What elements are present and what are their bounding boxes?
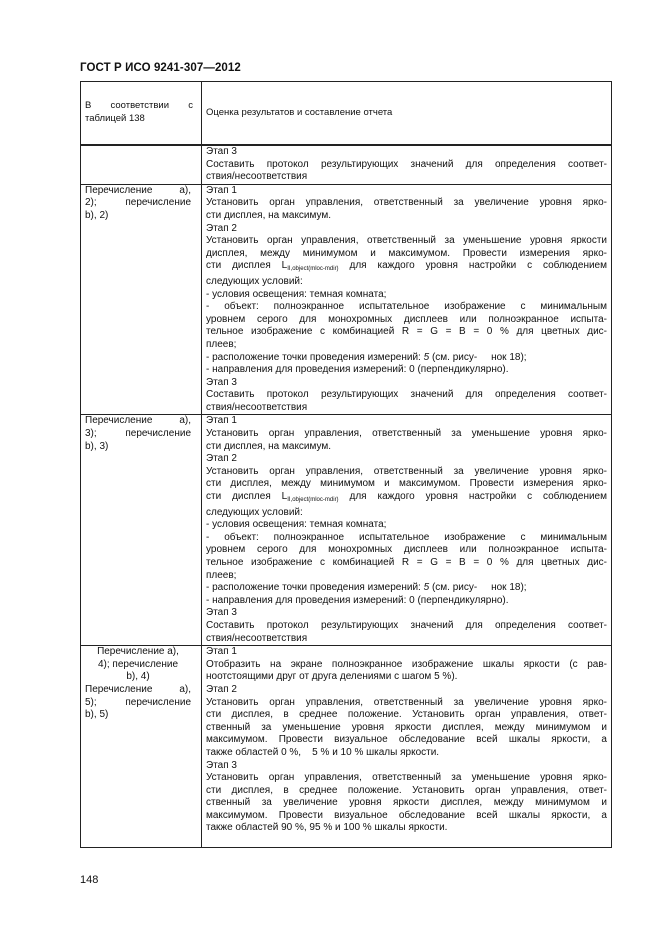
- text-line: ствия/несоответствия: [206, 171, 308, 183]
- ref-line: Перечисление а),: [85, 184, 191, 196]
- stage-label: Этап 2: [206, 222, 237, 234]
- text-line: уровнем серого для монохромных дисплеев или полноэкранное испыта-: [206, 544, 607, 556]
- stage-label: Этап 1: [206, 415, 237, 427]
- col2-header-cell: Оценка результатов и составление отчета: [202, 82, 612, 146]
- text-line: ственный за увеличение уровня яркости дисплея, между минимумом и: [206, 797, 607, 809]
- content-cell: [202, 145, 612, 184]
- text-line: Составить протокол результирующих значений для определения соответ-: [206, 389, 607, 401]
- text-line: ствия/несоответствия: [206, 401, 308, 413]
- text-line: следующих условий:: [206, 506, 303, 518]
- ref-cell: [81, 415, 202, 646]
- stage-label: Этап 2: [206, 453, 237, 465]
- text-line: тельное изображение с комбинацией R = G = B = 0 % для цветных дис-: [206, 557, 607, 568]
- text-line: сти дисплея, на максимум.: [206, 440, 332, 452]
- table-row: [81, 145, 612, 184]
- text-line-location: [206, 582, 607, 595]
- col1-header-cell: [81, 82, 202, 146]
- table-row: [81, 184, 612, 415]
- text-line-formula: [206, 491, 607, 507]
- text-line: - объект: полноэкранное испытательное изображение с минимальным: [206, 531, 607, 543]
- ref-line: 5); перечисление: [85, 696, 191, 708]
- text-line: Установить орган управления, ответственный за уменьшение уровня яркости: [206, 235, 607, 247]
- ref-line: Перечисление а),: [97, 646, 179, 658]
- table-row: [81, 646, 612, 848]
- formula-prefix: сти дисплея L: [206, 491, 288, 503]
- table-header-row: [81, 82, 612, 146]
- text-line: также областей 90 %, 95 % и 100 % шкалы яркости.: [206, 822, 448, 834]
- text-line: Составить протокол результирующих значений для определения соответ-: [206, 619, 607, 631]
- formula-prefix: сти дисплея L: [206, 260, 288, 272]
- text-line: плеев;: [206, 569, 237, 581]
- text-line: ноотстоящими друг от друга делениями с шагом 5 %).: [206, 671, 458, 683]
- ref-line: Перечисление а),: [85, 683, 191, 695]
- location-number: 5: [423, 582, 430, 594]
- location-prefix: - расположение точки проведения измерений:: [206, 351, 424, 363]
- text-line: сти дисплея, на максимум.: [206, 209, 332, 221]
- text-line-location: [206, 352, 607, 365]
- text-line: Установить орган управления, ответственный за увеличение уровня ярко-: [206, 465, 607, 477]
- content-cell: [202, 646, 612, 848]
- stage-label: Этап 1: [206, 646, 237, 658]
- text-line: дисплея, между минимумом и максимумом. Провести измерения ярко-: [206, 247, 607, 259]
- table-row: [81, 415, 612, 646]
- ref-line: 4); перечисление: [97, 658, 179, 670]
- text-line: Установить орган управления, ответственный за уменьшение уровня ярко-: [206, 772, 607, 784]
- content-cell: [202, 415, 612, 646]
- evaluation-table: [80, 81, 612, 848]
- ref-line: b), 2): [85, 209, 109, 221]
- text-line: плеев;: [206, 338, 237, 350]
- text-line: - направления для проведения измерений: 0 (перпендикулярно).: [206, 364, 509, 376]
- text-line: ственный за уменьшение уровня яркости дисплея, между минимумом и: [206, 721, 607, 733]
- text-line: Установить орган управления, ответственный за увеличение уровня ярко-: [206, 197, 607, 209]
- text-line: - направления для проведения измерений: 0 (перпендикулярно).: [206, 594, 509, 606]
- col1-header-line: В соответствии с: [85, 100, 193, 112]
- formula-suffix: для каждого уровня настройки с соблюдением: [338, 260, 607, 272]
- page-number: 148: [80, 874, 99, 886]
- text-line: также областей 0 %, 5 % и 10 % шкалы яркости.: [206, 746, 440, 758]
- stage-label: Этап 3: [206, 146, 237, 157]
- text-line: уровнем серого для монохромных дисплеев или полноэкранное испыта-: [206, 313, 607, 325]
- text-line: ствия/несоответствия: [206, 632, 308, 644]
- text-line: сти дисплея, в среднее положение. Установить орган управления, ответ-: [206, 784, 607, 796]
- ref-cell: [81, 646, 202, 848]
- ref-line: 3); перечисление: [85, 428, 191, 440]
- formula-suffix: для каждого уровня настройки с соблюдением: [338, 491, 607, 503]
- text-line: - условия освещения: темная комната;: [206, 288, 387, 300]
- ref-line: 2); перечисление: [85, 197, 191, 209]
- text-line: максимумом. Провести визуальное обследование всей шкалы яркости, а: [206, 809, 607, 821]
- location-number: 5: [423, 351, 430, 363]
- text-line: - условия освещения: темная комната;: [206, 519, 387, 531]
- text-line: максимумом. Провести визуальное обследование всей шкалы яркости, а: [206, 734, 607, 746]
- ref-line: Перечисление а),: [85, 415, 191, 427]
- document-header: ГОСТ Р ИСО 9241-307—2012: [80, 62, 241, 74]
- formula-subscript: II,object(mloc-mdir): [287, 497, 339, 504]
- ref-cell: [81, 184, 202, 415]
- stage-label: Этап 2: [206, 683, 237, 695]
- ref-line: b), 5): [85, 709, 109, 721]
- stage-label: Этап 1: [206, 184, 237, 196]
- location-suffix: (см. рису- нок 18);: [429, 582, 527, 594]
- ref-cell: [81, 145, 202, 184]
- content-cell: [202, 184, 612, 415]
- text-line: следующих условий:: [206, 275, 303, 287]
- text-line: Установить орган управления, ответственный за уменьшение уровня ярко-: [206, 428, 607, 440]
- ref-line: b), 4): [126, 671, 150, 683]
- text-line: сти дисплея, в среднее положение. Установить орган управления, ответ-: [206, 709, 607, 721]
- location-prefix: - расположение точки проведения измерений:: [206, 582, 424, 594]
- text-line: Отобразить на экране полноэкранное изображение шкалы яркости (с рав-: [206, 658, 607, 670]
- text-line: тельное изображение с комбинацией R = G = B = 0 % для цветных дис-: [206, 326, 607, 338]
- location-suffix: (см. рису- нок 18);: [429, 351, 527, 363]
- stage-label: Этап 3: [206, 607, 237, 619]
- ref-line: b), 3): [85, 440, 109, 452]
- text-line: - объект: полноэкранное испытательное изображение с минимальным: [206, 301, 607, 313]
- text-line: Составить протокол результирующих значений для определения соответ-: [206, 158, 607, 170]
- text-line: Установить орган управления, ответственный за увеличение уровня ярко-: [206, 696, 607, 708]
- text-line: сти дисплея, между минимумом и максимумом. Провести измерения ярко-: [206, 478, 607, 490]
- stage-label: Этап 3: [206, 759, 237, 771]
- formula-subscript: II,object(mloc-mdir): [287, 266, 339, 273]
- col1-header-line: таблицей 138: [85, 113, 145, 124]
- text-line-formula: [206, 260, 607, 276]
- stage-label: Этап 3: [206, 376, 237, 388]
